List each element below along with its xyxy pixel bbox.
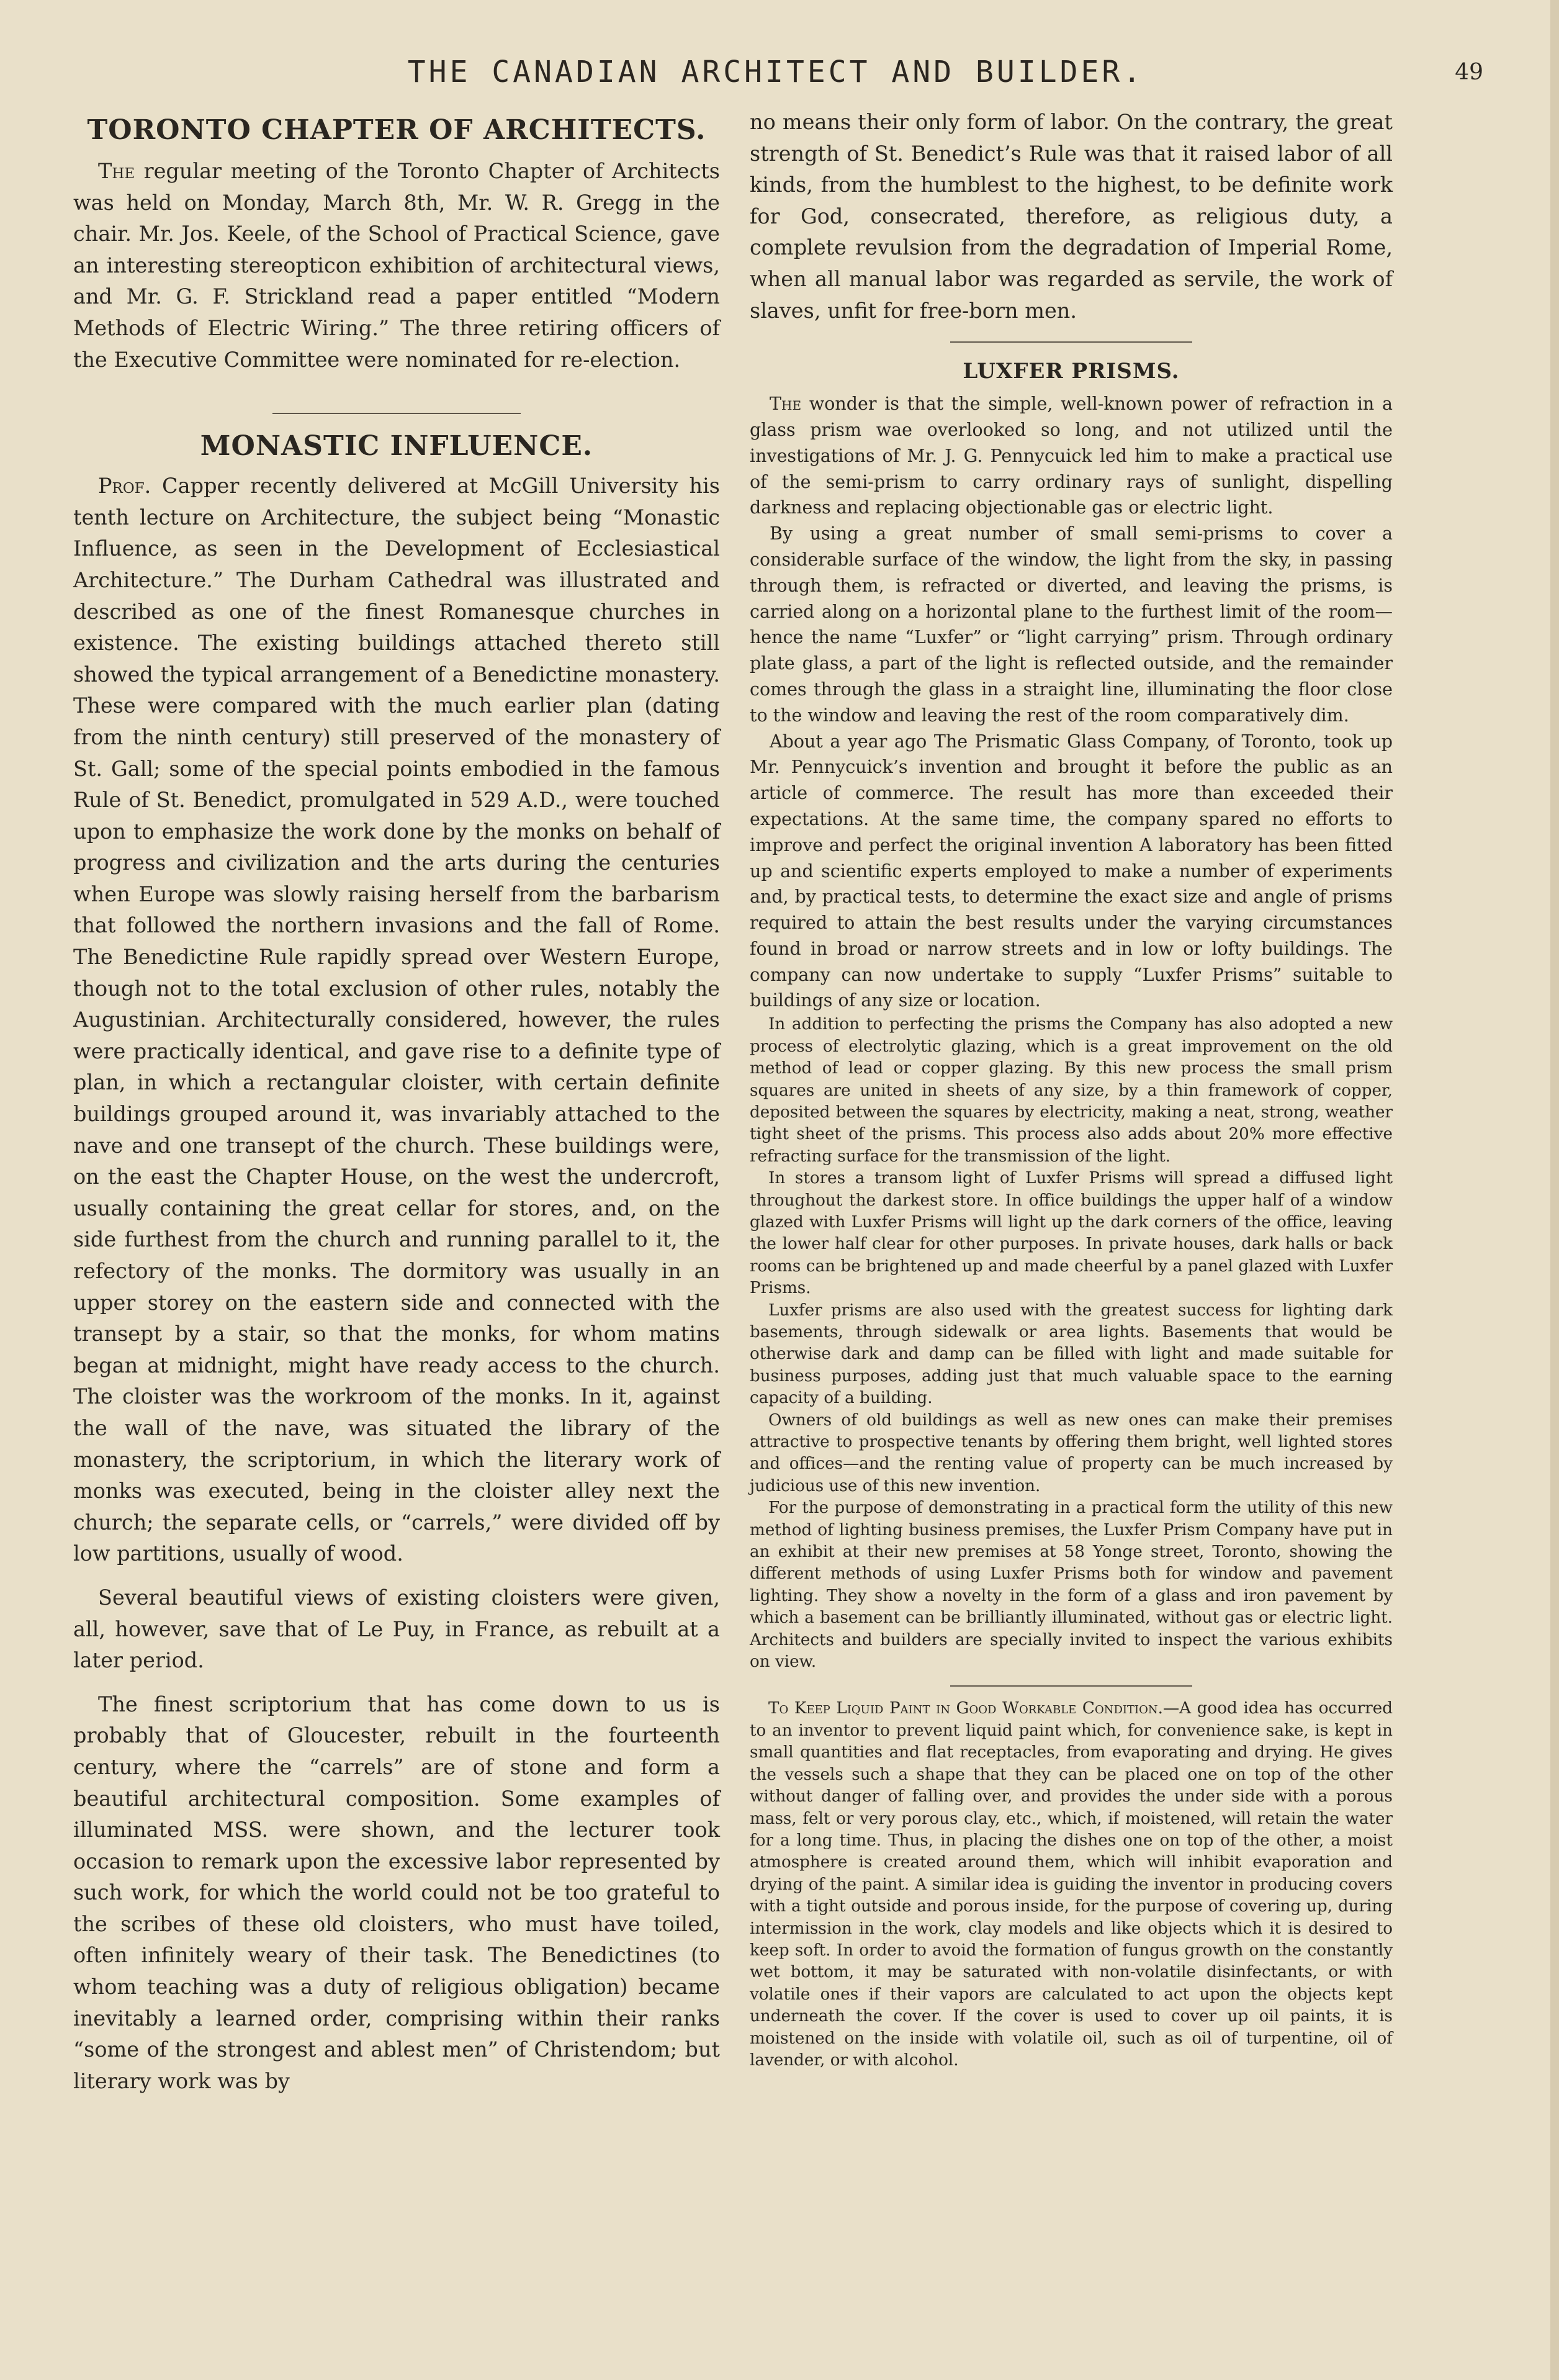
page-header bbox=[68, 55, 1483, 98]
monastic-paragraph-2: Several beautiful views of existing cloisters were given, all, however, save that of Le Puy, in France, as rebuilt at a later period. bbox=[73, 1585, 720, 1673]
liquid-paint-paragraph bbox=[750, 1698, 1393, 2071]
running-head: THE CANADIAN ARCHITECT AND BUILDER. bbox=[407, 55, 1144, 89]
luxfer-prisms-article bbox=[750, 359, 1393, 1673]
liquid-paint-body: A good idea has occurred to an inventor to prevent liquid paint which, for convenience sake, is kept in small quantities and flat receptacles, from evaporating and drying. He gives the vessels such a shape that they can be placed one on top of the other without danger of falling over, and provides the under side with a porous mass, felt or very porous clay, etc., which, if moistened, will retain the water for a long time. Thus, in placing the dishes one on top of the other, a moist atmosphere is created around them, which will inhibit evaporation and drying of the paint. A similar idea is guiding the inventor in producing covers with a tight outside and porous inside, for the purpose of covering up, during intermission in the work, clay models and like objects which it is desired to keep soft. In order to avoid the formation of fungus growth on the constantly wet bottom, it may be saturated with non-volatile disinfectants, or with volatile ones if their vapors are calculated to act upon the objects kept underneath the cover. If the cover is used to cover up oil paints, it is moistened on the inside with volatile oil, such as oil of turpentine, oil of lavender, or with alcohol. bbox=[750, 1699, 1393, 2070]
monastic-paragraph-3: The finest scriptorium that has come down to us is probably that of Gloucester, rebuilt in the fourteenth century, where the “carrels” are of stone and form a beautiful architectural composition. Some examples of illuminated MSS. were shown, and the lecturer took occasion to remark upon the excessive labor represented by such work, for which the world could not be too grateful to the scribes of these old cloisters, who must have toiled, often infinitely weary of their task. The Benedictines (to whom teaching was a duty of religious obligation) became inevitably a learned order, comprising within their ranks “some of the strongest and ablest men” of Christendom; but literary work was by bbox=[73, 1692, 720, 2093]
luxfer-paragraph-5: In stores a transom light of Luxfer Prisms will spread a diffused light throughout the darkest store. In office buildings the upper half of a window glazed with Luxfer Prisms will light up the dark corners of the office, leaving the lower half clear for other purposes. In private houses, dark halls or back rooms can be brightened up and made cheerful by a panel glazed with Luxfer Prisms. bbox=[750, 1169, 1393, 1298]
section-divider bbox=[272, 413, 521, 414]
page-edge bbox=[1550, 0, 1559, 2380]
toronto-chapter-title: TORONTO CHAPTER OF ARCHITECTS. bbox=[87, 114, 706, 146]
monastic-influence-article bbox=[73, 430, 720, 2097]
liquid-paint-article bbox=[750, 1698, 1393, 2071]
section-divider bbox=[950, 341, 1192, 343]
left-column bbox=[73, 114, 720, 2097]
toronto-chapter-paragraph bbox=[73, 156, 720, 376]
luxfer-paragraph-7: Owners of old buildings as well as new ones can make their premises attractive to prospective tenants by offering them bright, well lighted stores and offices—and the renting value of property can be much increased by judicious use of this new invention. bbox=[750, 1410, 1393, 1495]
luxfer-prisms-title: LUXFER PRISMS. bbox=[963, 359, 1180, 384]
monastic-continuation: no means their only form of labor. On the contrary, the great strength of St. Benedict’s Rule was that it raised labor of all kinds, from the humblest to the highest, to be definite work for God, consecrated, therefore, as religious duty, a complete revulsion from the degradation of Imperial Rome, when all manual labor was regarded as servile, the work of slaves, unfit for free-born men. bbox=[750, 110, 1393, 323]
toronto-chapter-lead: The bbox=[98, 159, 135, 183]
toronto-chapter-article bbox=[73, 114, 720, 376]
luxfer-paragraph-2: By using a great number of small semi-prisms to cover a considerable surface of the window, the light from the sky, in passing through them, is refracted or diverted, and leaving the prisms, is carried along on a horizontal plane to the furthest limit of the room—hence the name “Luxfer” or “light carrying” prism. Through ordinary plate glass, a part of the light is reflected outside, and the remainder comes through the glass in a straight line, illuminating the floor close to the window and leaving the rest of the room comparatively dim. bbox=[750, 523, 1393, 726]
luxfer-paragraph-8: For the purpose of demonstrating in a practical form the utility of this new method of lighting business premises, the Luxfer Prism Company have put in an exhibit at their new premises at 58 Yonge street, Toronto, showing the different methods of using Luxfer Prisms both for window and pavement lighting. They show a novelty in the form of a glass and iron pavement by which a basement can be brilliantly illuminated, without gas or electric light. Architects and builders are specially invited to inspect the various exhibits on view. bbox=[750, 1499, 1393, 1672]
right-column bbox=[750, 107, 1393, 2071]
monastic-influence-title: MONASTIC INFLUENCE. bbox=[200, 430, 593, 462]
luxfer-paragraph-6: Luxfer prisms are also used with the greatest success for lighting dark basements, through sidewalk or area lights. Basements that would be otherwise dark and damp can be filled with light and made suitable for business purposes, adding just that much valuable space to the earning capacity of a building. bbox=[750, 1300, 1393, 1408]
section-divider bbox=[950, 1685, 1192, 1687]
luxfer-lead: The bbox=[770, 394, 802, 415]
monastic-paragraph-1 bbox=[73, 471, 720, 1570]
liquid-paint-lead: To Keep Liquid Paint in Good Workable Condition.— bbox=[768, 1699, 1180, 1718]
page-number: 49 bbox=[1455, 60, 1483, 85]
toronto-chapter-body: regular meeting of the Toronto Chapter of Architects was held on Monday, March 8th, Mr. W. R. Gregg in the chair. Mr. Jos. Keele, of the School of Practical Science, gave an interesting stereopticon exhibition of architectural views, and Mr. G. F. Strickland read a paper entitled “Modern Methods of Electric Wiring.” The three retiring officers of the Executive Committee were nominated for re-election. bbox=[73, 159, 720, 372]
luxfer-paragraph-3: About a year ago The Prismatic Glass Company, of Toronto, took up Mr. Pennycuick’s invention and brought it before the public as an article of commerce. The result has more than exceeded their expectations. At the same time, the company spared no efforts to improve and perfect the original invention A laboratory has been fitted up and scientific experts employed to make a number of experiments and, by practical tests, to determine the exact size and angle of prisms required to attain the best results under the varying circumstances found in broad or narrow streets and in low or lofty buildings. The company can now undertake to supply “Luxfer Prisms” suitable to buildings of any size or location. bbox=[750, 731, 1393, 1011]
luxfer-body-1: wonder is that the simple, well-known power of refraction in a glass prism wae overlooked so long, and not utilized until the investigations of Mr. J. G. Pennycuick led him to make a practical use of the semi-prism to carry ordinary rays of sunlight, dispelling darkness and replacing objectionable gas or electric light. bbox=[750, 394, 1393, 518]
luxfer-paragraph-4: In addition to perfecting the prisms the Company has also adopted a new process of electrolytic glazing, which is a great improvement on the old method of lead or copper glazing. By this new process the small prism squares are united in sheets of any size, by a thin framework of copper, deposited between the squares by electricity, making a neat, strong, weather tight sheet of the prisms. This process also adds about 20% more effective refracting surface for the transmission of the light. bbox=[750, 1015, 1393, 1166]
luxfer-paragraph-1 bbox=[750, 391, 1393, 521]
monastic-lead: Prof. bbox=[98, 474, 151, 498]
monastic-body-1: Capper recently delivered at McGill University his tenth lecture on Architecture, the subject being “Monastic Influence, as seen in the Development of Ecclesiastical Architecture.” The Durham Cathedral was illustrated and described as one of the finest Romanesque churches in existence. The existing buildings attached thereto still showed the typical arrangement of a Benedictine monastery. These were compared with the much earlier plan (dating from the ninth century) still preserved of the monastery of St. Gall; some of the special points embodied in the famous Rule of St. Benedict, promulgated in 529 A.D., were touched upon to emphasize the work done by the monks on behalf of progress and civilization and the arts during the centuries when Europe was slowly raising herself from the barbarism that followed the northern invasions and the fall of Rome. The Benedictine Rule rapidly spread over Western Europe, though not to the total exclusion of other rules, notably the Augustinian. Architecturally considered, however, the rules were practically identical, and gave rise to a definite type of plan, in which a rectangular cloister, with certain definite buildings grouped around it, was invariably attached to the nave and one transept of the church. These buildings were, on the east the Chapter House, on the west the undercroft, usually containing the great cellar for stores, and, on the side furthest from the church and running parallel to it, the refectory of the monks. The dormitory was usually in an upper storey on the eastern side and connected with the transept by a stair, so that the monks, for whom matins began at midnight, might have ready access to the church. The cloister was the workroom of the monks. In it, against the wall of the nave, was situated the library of the monastery, the scriptorium, in which the literary work of monks was executed, being in the cloister alley next the church; the separate cells, or “carrels,” were divided off by low partitions, usually of wood. bbox=[73, 474, 720, 1566]
